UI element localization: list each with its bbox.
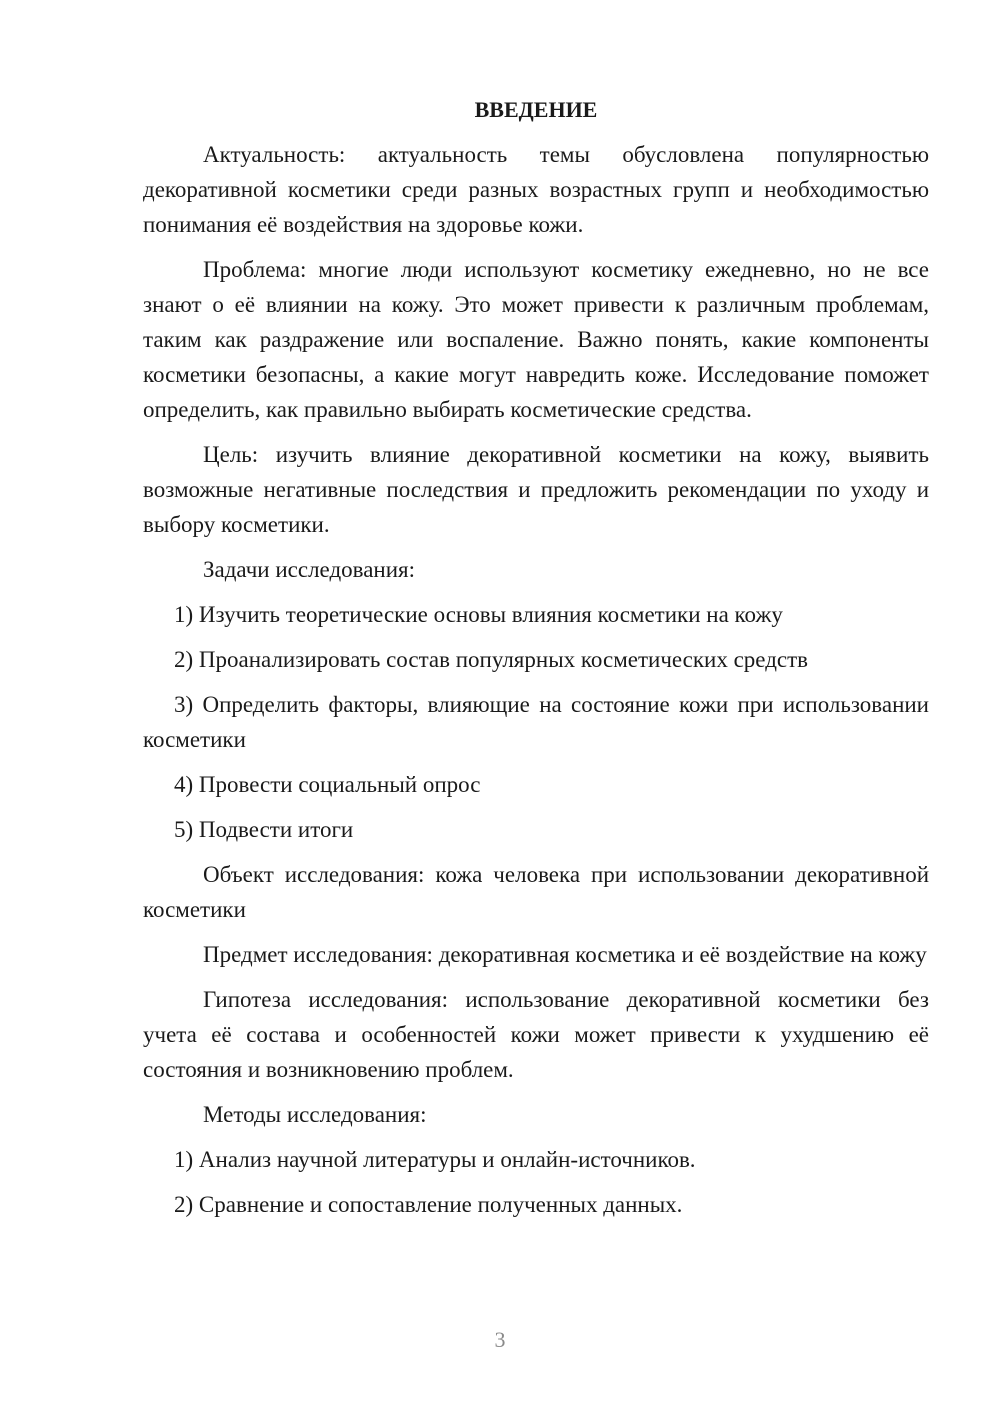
tasks-heading: Задачи исследования: xyxy=(203,557,416,582)
task-item: 4) Провести социальный опрос xyxy=(174,772,481,797)
method-item: 1) Анализ научной литературы и онлайн-источников. xyxy=(174,1147,696,1172)
relevance-paragraph: Актуальность: актуальность темы обусловлена популярностью декоративной косметики среди разных возрастных групп и необходимостью понимания её воздействия на здоровье кожи. xyxy=(143,142,929,237)
document-page xyxy=(143,92,929,1232)
method-item: 2) Сравнение и сопоставление полученных данных. xyxy=(174,1192,683,1217)
task-item: 3) Определить факторы, влияющие на состояние кожи при использовании косметики xyxy=(143,692,929,752)
subject-paragraph: Предмет исследования: декоративная косметика и её воздействие на кожу xyxy=(203,942,927,967)
problem-paragraph: Проблема: многие люди используют косметику ежедневно, но не все знают о её влиянии на кожу. Это может привести к различным проблемам, таким как раздражение или воспаление. Важно понять, какие компоненты косметики безопасны, а какие могут навредить коже. Исследование поможет определить, как правильно выбирать косметические средства. xyxy=(143,257,929,422)
object-paragraph: Объект исследования: кожа человека при использовании декоративной косметики xyxy=(143,862,929,922)
task-item: 5) Подвести итоги xyxy=(174,817,354,842)
goal-paragraph: Цель: изучить влияние декоративной косметики на кожу, выявить возможные негативные последствия и предложить рекомендации по уходу и выбору косметики. xyxy=(143,442,929,537)
task-item: 2) Проанализировать состав популярных косметических средств xyxy=(174,647,809,672)
hypothesis-paragraph: Гипотеза исследования: использование декоративной косметики без учета её состава и особенностей кожи может привести к ухудшению её состояния и возникновению проблем. xyxy=(143,987,929,1082)
page-number: 3 xyxy=(494,1327,506,1352)
task-item: 1) Изучить теоретические основы влияния косметики на кожу xyxy=(174,602,783,627)
section-title: ВВЕДЕНИЕ xyxy=(474,97,598,122)
methods-heading: Методы исследования: xyxy=(203,1102,427,1127)
